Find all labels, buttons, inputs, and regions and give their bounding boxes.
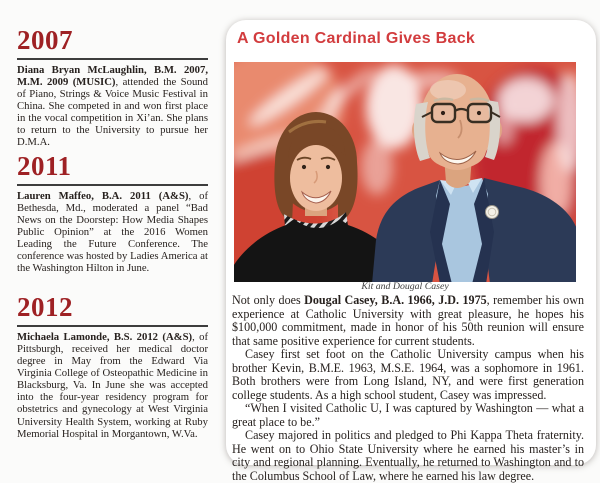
class-notes-section-2007 (17, 24, 209, 149)
section-divider (17, 58, 208, 60)
article-paragraph: Casey majored in politics and pledged to Phi Kappa Theta fraternity. He went on to Ohio State University where he earned his master’s in city and regional planning. Eventually, he returned to Washington and to the Columbus School of Law, where he earned his law degree. (232, 428, 584, 483)
section-divider (17, 325, 208, 327)
lapel-pin-icon (486, 206, 499, 219)
article-paragraph: “When I visited Catholic U, I was captured by Washington — what a great place to be.” (232, 401, 584, 429)
featured-alum-name: Dougal Casey, B.A. 1966, J.D. 1975 (304, 293, 487, 307)
alum-name: Diana Bryan McLaughlin, B.M. 2007, M.M. 2009 (MUSIC) (17, 63, 208, 88)
photo-caption: Kit and Dougal Casey (361, 281, 449, 292)
alum-name: Michaela Lamonde, B.S. 2012 (A&S) (17, 330, 193, 343)
note-body: , of Pittsburgh, received her medical doctor degree in May from the Edward Via Virginia College of Osteopathic Medicine in Blacksburg, Va. In June she was accepted into the four-year residency program for obstetrics and gynecology at West Virginia University Health System, working at Ruby Memorial Hospital in Morgantown, W.Va. (17, 330, 209, 440)
class-note-text (17, 64, 208, 149)
class-notes-section-2011 (17, 150, 209, 275)
article-card (226, 20, 596, 483)
year-heading: 2007 (17, 25, 73, 55)
class-note-text (17, 190, 208, 275)
class-notes-section-2012 (17, 291, 209, 440)
year-heading: 2011 (17, 151, 72, 181)
note-body: , attended the Sound of Piano, Strings & Voice Music Festival in China. She competed in and won first place in the vocal competition in Xi’an. She plans to return to the University to pursue her D.M.A. (17, 75, 208, 149)
article-photo (234, 62, 576, 282)
section-divider (17, 184, 208, 186)
couple-portrait-illustration (234, 62, 576, 282)
article-paragraph: Casey first set foot on the Catholic University campus when his brother Kevin, B.M.E. 1963, M.S.E. 1964, was a sophomore in 1961. Both brothers were from Long Island, NY, and were first generation college students. As a high school student, Casey was impressed. (232, 347, 584, 402)
note-body: , of Bethesda, Md., moderated a panel “Bad News on the Doorstep: How Media Shapes Public Opinion” at the 2016 Women Leading the Future Conference. The conference was hosted by Ladies America at the Washington Hilton in June. (17, 189, 209, 275)
article-paragraph: Not only does Dougal Casey, B.A. 1966, J.D. 1975, remember his own experience at Catholic University with great pleasure, he hopes his $100,000 commitment, made in honor of his 50th reunion will ensure that same positive experience for current students. (232, 293, 584, 348)
year-heading: 2012 (17, 292, 73, 322)
alum-name: Lauren Maffeo, B.A. 2011 (A&S) (17, 189, 189, 202)
article-body (232, 294, 584, 483)
class-note-text (17, 331, 208, 440)
article-title: A Golden Cardinal Gives Back (237, 30, 476, 47)
